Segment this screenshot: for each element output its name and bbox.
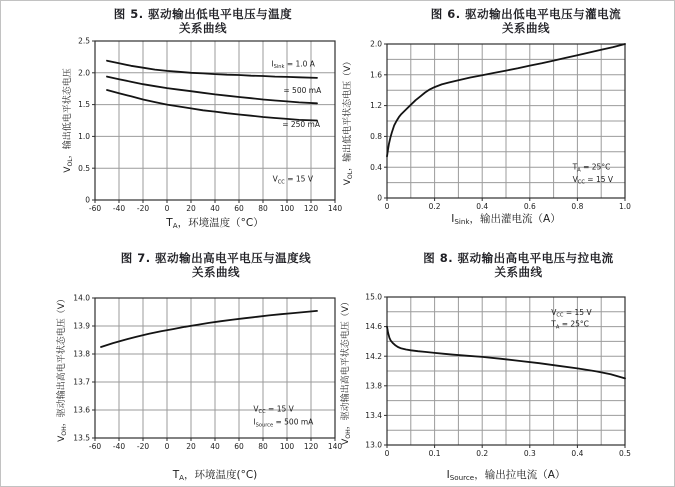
figure-7-y-tick-label: 14.0 <box>73 293 90 303</box>
figure-7-y-tick-label: 13.8 <box>73 349 90 359</box>
figure-8-x-tick-label: 0 <box>384 449 390 458</box>
figure-7-x-tick-label: 80 <box>258 442 268 451</box>
figure-7-y-tick-label: 13.5 <box>73 433 90 443</box>
figure-8-annotation-0: $V_{CC} = 15$ V <box>551 307 592 319</box>
figure-6-x-axis-title: ISink，输出灌电流（A） <box>451 213 561 226</box>
figure-5-x-tick-label: 60 <box>234 204 244 213</box>
figure-5-series-0-label: $I_{Sink} = 1.0$ A <box>271 59 315 71</box>
figure-6-x-tick-label: 0.2 <box>428 202 441 211</box>
figure-6-y-tick-label: 1.2 <box>370 101 382 111</box>
figure-8-y-tick-label: 15.0 <box>365 292 382 302</box>
figure-6-title-line1: 图 6. 驱动输出低电平电压与灌电流 <box>430 7 622 21</box>
figure-8-x-axis-title: ISource，输出拉电流（A） <box>446 469 566 482</box>
figure-5-x-tick-label: 120 <box>303 204 319 213</box>
figure-5-x-tick-label: 140 <box>327 204 343 213</box>
figure-7-annotation-0: $V_{CC} = 15$ V <box>253 404 294 416</box>
figure-5-y-tick-label: 0.5 <box>78 163 90 173</box>
charts-canvas <box>1 1 675 487</box>
figure-7-x-tick-label: 100 <box>279 442 295 451</box>
figure-5-x-axis-title: TA，环境温度（°C） <box>166 217 264 230</box>
figure-5-x-tick-label: 80 <box>258 204 268 213</box>
figure-8-y-tick-label: 13.8 <box>365 381 382 391</box>
figure-5-x-tick-label: 100 <box>279 204 295 213</box>
figure-5-y-tick-label: 2.5 <box>78 36 90 46</box>
figure-5-y-tick-label: 1.0 <box>78 132 90 141</box>
figure-5-x-tick-label: -40 <box>112 204 126 213</box>
figure-7-annotation-1: $I_{Source} = 500$ mA <box>253 417 314 429</box>
figure-6-y-tick-label: 0.4 <box>370 162 382 172</box>
figure-7-y-tick-label: 13.7 <box>73 377 90 387</box>
figure-6-y-tick-label: 1.6 <box>370 70 382 80</box>
figure-8-y-tick-label: 14.2 <box>365 351 382 361</box>
figure-5-series-2-label: = 250 mA <box>282 119 321 129</box>
figure-5-x-tick-label: 0 <box>164 204 170 213</box>
figure-5-y-tick-label: 1.5 <box>78 100 90 110</box>
figure-5-y-tick-label: 0 <box>85 195 90 205</box>
figure-5-y-axis-title: $V_{OL}$，输出低电平状态电压 <box>63 68 74 173</box>
figure-7-y-tick-label: 13.9 <box>73 321 90 331</box>
figure-6-x-tick-label: 0.8 <box>571 202 584 211</box>
figure-8-x-tick-label: 0.1 <box>428 449 441 458</box>
figure-5-title-line1: 图 5. 驱动输出低电平电压与温度 <box>113 7 293 21</box>
figure-5-x-tick-label: 20 <box>186 204 196 213</box>
figure-8-x-tick-label: 0.3 <box>523 449 536 458</box>
figure-7-x-tick-label: 0 <box>164 442 170 451</box>
figure-6-annotation-1: $V_{CC} = 15$ V <box>572 174 614 186</box>
figure-7-x-tick-label: 20 <box>186 442 196 451</box>
figure-5-title-line2: 关系曲线 <box>179 21 227 35</box>
figure-7-y-axis-title: $V_{OH}$，驱动输出高电平状态电压（V） <box>57 294 68 442</box>
figure-8-x-tick-label: 0.4 <box>571 449 584 458</box>
figure-7-x-tick-label: 60 <box>234 442 244 451</box>
figure-7-x-tick-label: 120 <box>303 442 319 451</box>
figure-8-title-line1: 图 8. 驱动输出高电平电压与拉电流 <box>423 251 614 265</box>
figure-8-y-tick-label: 13.4 <box>365 411 382 420</box>
figure-7-x-tick-label: 140 <box>327 442 343 451</box>
figure-8-title-line2: 关系曲线 <box>494 265 543 279</box>
figure-6-x-tick-label: 0.4 <box>476 202 489 211</box>
figure-8-x-tick-label: 0.5 <box>619 449 631 458</box>
figure-5-x-tick-label: 40 <box>210 204 220 213</box>
figure-6-annotation-0: $T_A = 25^\circ C$ <box>572 162 611 174</box>
figure-7-title-line1: 图 7. 驱动输出高电平电压与温度线 <box>120 251 312 265</box>
figure-6-y-tick-label: 0 <box>377 193 382 203</box>
figure-5-x-tick-label: -20 <box>136 204 150 213</box>
figure-5-series-1-label: = 500 mA <box>283 86 322 96</box>
figure-5-y-tick-label: 2.0 <box>78 68 90 78</box>
figure-6-x-tick-label: 0.6 <box>523 202 536 211</box>
figure-6-title-line2: 关系曲线 <box>502 21 550 35</box>
figure-7-x-axis-title: TA，环境温度(°C) <box>172 469 258 482</box>
figure-8-annotation-1: $T_A = 25^\circ C$ <box>551 319 589 331</box>
figure-5-x-tick-label: -60 <box>88 204 102 213</box>
figure-5-annotation-0: $V_{CC} = 15$ V <box>272 174 313 186</box>
figure-7-x-tick-label: -20 <box>136 442 150 451</box>
figure-7-x-tick-label: 40 <box>210 442 220 451</box>
figure-8-x-tick-label: 0.2 <box>476 449 489 458</box>
figure-6-y-tick-label: 0.8 <box>370 132 382 141</box>
figure-8-y-tick-label: 14.6 <box>365 322 382 332</box>
figure-7-x-tick-label: -60 <box>88 442 102 451</box>
figure-7-y-tick-label: 13.6 <box>73 405 90 415</box>
figure-7-series-0-curve <box>101 311 317 347</box>
figure-8-y-axis-title: $V_{OH}$，驱动输出高电平状态电压（V） <box>341 297 352 445</box>
figure-8-y-tick-label: 13.0 <box>365 440 382 450</box>
figure-6-x-tick-label: 0 <box>384 202 390 211</box>
figure-6-y-axis-title: $V_{OL}$，输出低电平状态电压（V） <box>343 56 354 186</box>
figure-7-title-line2: 关系曲线 <box>192 265 240 279</box>
figure-7-x-tick-label: -40 <box>112 442 126 451</box>
figure-6-x-tick-label: 1.0 <box>619 202 631 211</box>
figure-6-y-tick-label: 2.0 <box>370 39 382 49</box>
